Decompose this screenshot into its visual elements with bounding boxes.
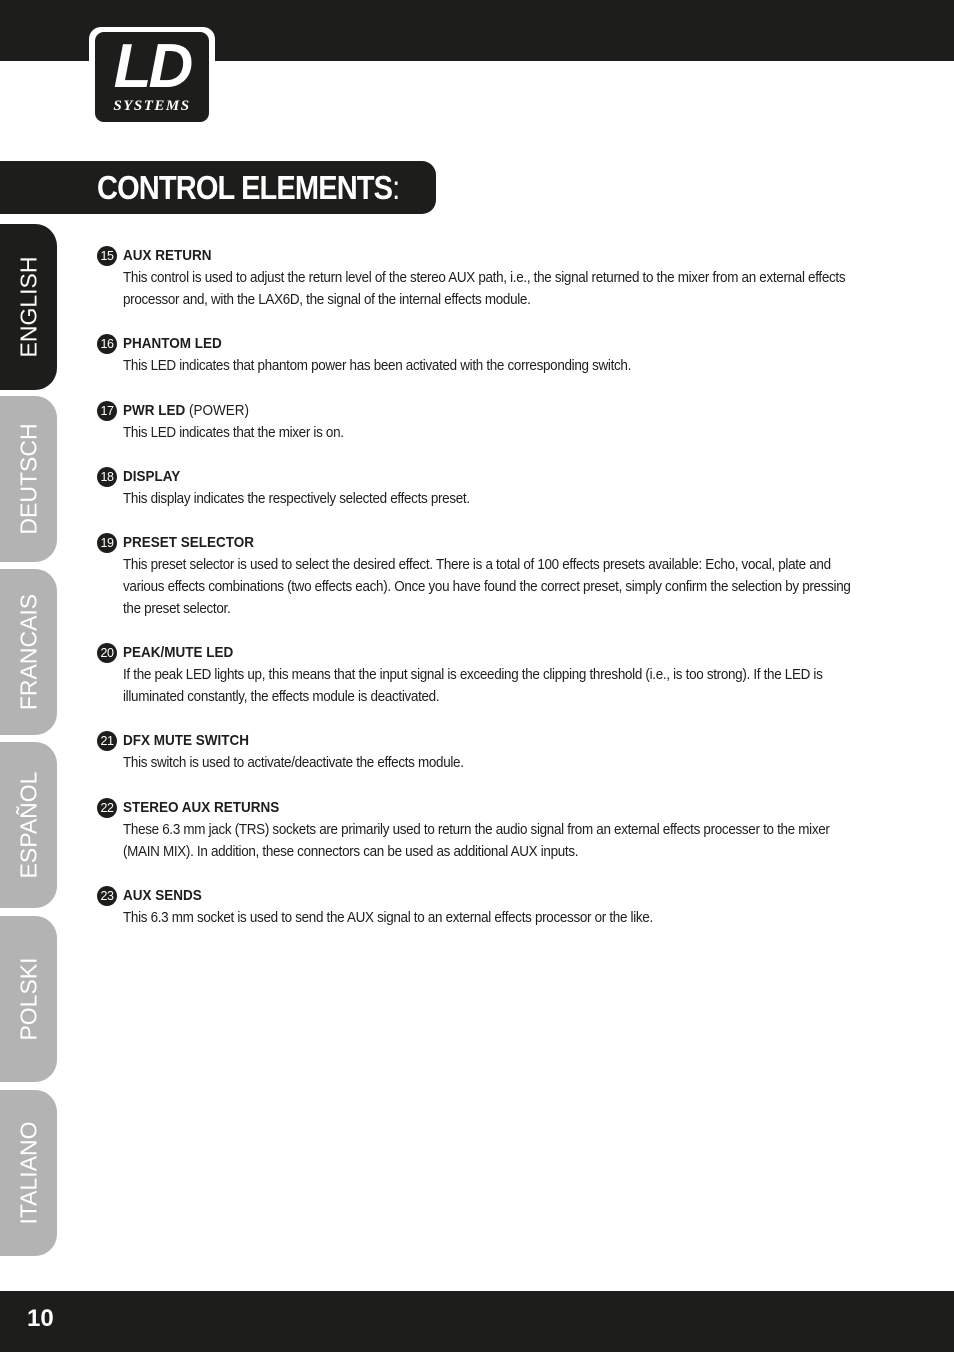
ld-systems-logo xyxy=(89,27,215,127)
item-number-badge: 23 xyxy=(97,886,117,906)
section-title: CONTROL ELEMENTS: xyxy=(97,169,400,206)
tab-label: DEUTSCH xyxy=(15,423,41,535)
footer-bar xyxy=(0,1291,954,1352)
tab-label: FRANCAIS xyxy=(15,593,41,711)
item-title: PHANTOM LED xyxy=(123,335,222,352)
item-number-badge: 18 xyxy=(97,467,117,487)
tab-label: ITALIANO xyxy=(15,1121,41,1225)
item-title: PEAK/MUTE LED xyxy=(123,644,234,661)
item-number-badge: 17 xyxy=(97,401,117,421)
list-item xyxy=(97,333,953,377)
item-description: This switch is used to activate/deactivate the effects module. xyxy=(123,754,464,771)
item-title: DISPLAY xyxy=(123,468,181,485)
logo-badge xyxy=(95,32,209,122)
item-title: PWR LED (POWER) xyxy=(123,402,250,419)
item-description: This LED indicates that the mixer is on. xyxy=(123,424,344,441)
item-description: This preset selector is used to select the desired effect. There is a total of 100 effects presets available: Echo, vocal, plate and various effects combinations (two effects each). Once you have found the correct preset, simply confirm the selection by pressing the preset selector. xyxy=(123,556,851,617)
item-description: These 6.3 mm jack (TRS) sockets are primarily used to return the audio signal from an external effects processer to the mixer (MAIN MIX). In addition, these connectors can be used as additional AUX inputs. xyxy=(123,821,830,860)
item-description: If the peak LED lights up, this means that the input signal is exceeding the clipping threshold (i.e., is too strong). If the LED is illuminated constantly, the effects module is deactivated. xyxy=(123,666,823,705)
section-title-tab xyxy=(0,161,436,214)
item-description: This 6.3 mm socket is used to send the AUX signal to an external effects processor or the like. xyxy=(123,909,653,926)
item-number-badge: 16 xyxy=(97,334,117,354)
list-item xyxy=(97,797,953,863)
list-item xyxy=(97,466,953,510)
logo-sub-text: SYSTEMS xyxy=(113,98,191,114)
list-item xyxy=(97,885,953,929)
item-number-badge: 15 xyxy=(97,246,117,266)
tab-label: POLSKI xyxy=(15,957,41,1041)
list-item xyxy=(97,730,953,774)
tab-label: ESPAÑOL xyxy=(15,771,41,879)
tab-italiano[interactable] xyxy=(0,1090,57,1256)
list-item xyxy=(97,642,953,708)
item-title: AUX RETURN xyxy=(123,247,212,264)
tab-espanol[interactable] xyxy=(0,742,57,908)
item-number-badge: 20 xyxy=(97,643,117,663)
list-item xyxy=(97,400,953,444)
logo-main-text: LD xyxy=(113,32,191,101)
item-number-badge: 19 xyxy=(97,533,117,553)
item-number-badge: 21 xyxy=(97,731,117,751)
tab-polski[interactable] xyxy=(0,916,57,1082)
tab-deutsch[interactable] xyxy=(0,396,57,562)
item-number-badge: 22 xyxy=(97,798,117,818)
page-number: 10 xyxy=(27,1305,54,1332)
item-title: STEREO AUX RETURNS xyxy=(123,799,280,816)
item-title: DFX MUTE SWITCH xyxy=(123,732,249,749)
tab-francais[interactable] xyxy=(0,569,57,735)
list-item xyxy=(97,245,953,311)
item-description: This control is used to adjust the return level of the stereo AUX path, i.e., the signal returned to the mixer from an external effects processor and, with the LAX6D, the signal of the internal effects module. xyxy=(123,269,846,308)
item-description: This display indicates the respectively selected effects preset. xyxy=(123,490,470,507)
tab-english[interactable] xyxy=(0,224,57,390)
tab-label: ENGLISH xyxy=(15,256,41,358)
item-title: PRESET SELECTOR xyxy=(123,534,255,551)
item-description: This LED indicates that phantom power has been activated with the corresponding switch. xyxy=(123,357,632,374)
list-item xyxy=(97,532,953,620)
item-title: AUX SENDS xyxy=(123,887,202,904)
